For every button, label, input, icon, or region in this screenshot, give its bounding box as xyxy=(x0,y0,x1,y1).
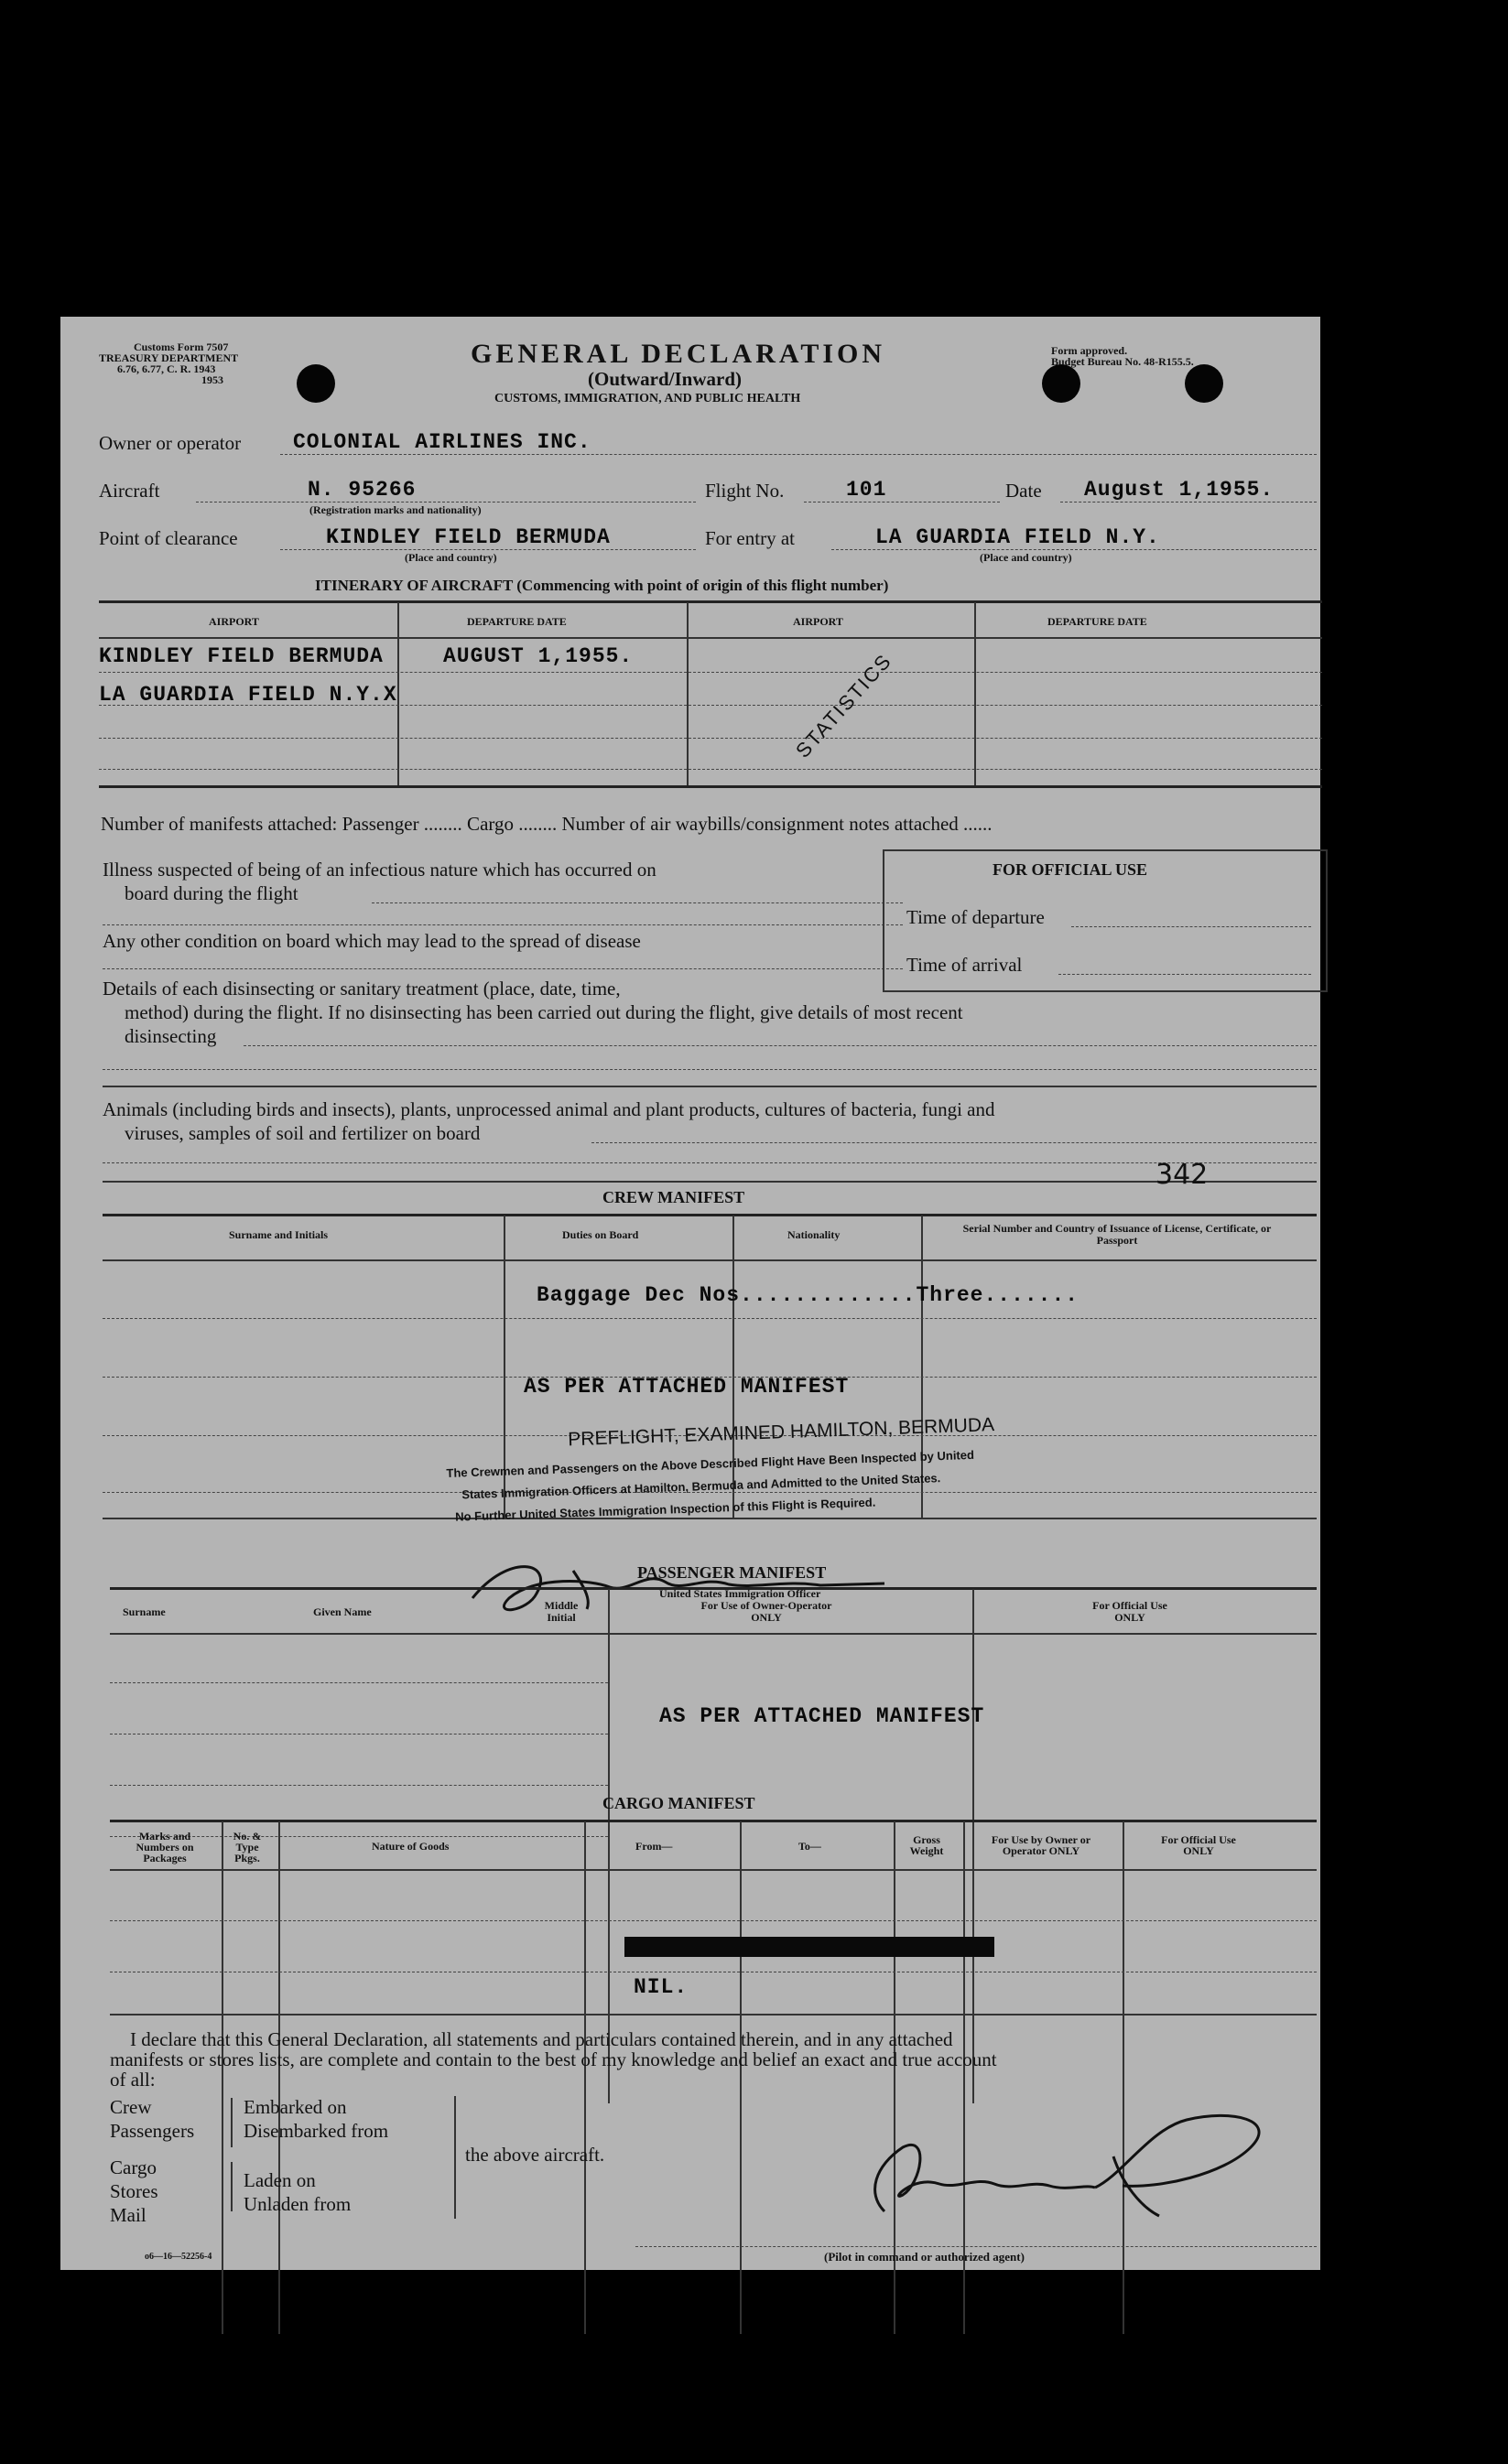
officer-signature xyxy=(454,1543,930,1626)
itinerary-airport: KINDLEY FIELD BERMUDA xyxy=(99,644,384,668)
punch-hole xyxy=(1042,364,1080,403)
date-label: Date xyxy=(1005,480,1042,502)
declaration-text: I declare that this General Declaration, all statements and particulars contained therein, and in any attached xyxy=(130,2028,953,2050)
form-number: Customs Form 7507 xyxy=(134,340,229,353)
declaration-text-3: of all: xyxy=(110,2069,156,2091)
passenger-header: Given Name xyxy=(313,1605,372,1618)
crew-title: CREW MANIFEST xyxy=(602,1188,745,1206)
passenger-header: Middle Initial xyxy=(544,1599,579,1624)
aircraft-value: N. 95266 xyxy=(308,478,417,502)
disembarked-word: Disembarked from xyxy=(244,2120,389,2142)
baggage-note: Baggage Dec Nos.............Three....... xyxy=(537,1283,1079,1307)
immigration-stamp xyxy=(445,1410,1104,1524)
flight-no-value: 101 xyxy=(846,478,887,502)
cargo-header: No. & Type Pkgs. xyxy=(233,1830,262,1864)
disinsect-label-2: method) during the flight. If no disinsecting has been carried out during the flight, give details of most recent xyxy=(125,1001,963,1023)
form-title: GENERAL DECLARATION xyxy=(471,339,886,369)
official-use-title: FOR OFFICIAL USE xyxy=(993,860,1148,879)
entry-value: LA GUARDIA FIELD N.Y. xyxy=(875,525,1160,549)
form-subtitle: (Outward/Inward) xyxy=(588,368,743,390)
budget-bureau: Budget Bureau No. 48-R155.5. xyxy=(1051,355,1194,368)
animals-label-2: viruses, samples of soil and fertilizer on board xyxy=(125,1122,481,1144)
passenger-header: For Use of Owner-Operator ONLY xyxy=(700,1599,832,1624)
statistics-stamp: STATISTICS xyxy=(791,649,896,762)
owner-value: COLONIAL AIRLINES INC. xyxy=(293,430,591,454)
itinerary-header: DEPARTURE DATE xyxy=(1047,615,1147,628)
handwritten-number: 342 xyxy=(1155,1159,1209,1191)
aircraft-label: Aircraft xyxy=(99,480,160,502)
aircraft-caption: (Registration marks and nationality) xyxy=(309,503,482,516)
declaration-text-2: manifests or stores lists, are complete and contain to the best of my knowledge and belief an exact and true account xyxy=(110,2048,997,2070)
crew-header: Duties on Board xyxy=(562,1228,639,1241)
cargo-header: Marks and Numbers on Packages xyxy=(136,1830,194,1864)
itinerary-airport: LA GUARDIA FIELD N.Y.X xyxy=(99,683,397,707)
itinerary-header: DEPARTURE DATE xyxy=(467,615,567,628)
embarked-word: Embarked on xyxy=(244,2096,347,2118)
above-aircraft: the above aircraft. xyxy=(465,2144,605,2166)
form-approved: Form approved. xyxy=(1051,344,1128,357)
passenger-title: PASSENGER MANIFEST xyxy=(637,1563,827,1582)
signature-caption: (Pilot in command or authorized agent) xyxy=(824,2250,1025,2264)
disinsect-label: Details of each disinsecting or sanitary treatment (place, date, time, xyxy=(103,978,621,1000)
form-agencies: CUSTOMS, IMMIGRATION, AND PUBLIC HEALTH xyxy=(494,392,801,405)
itinerary-title: ITINERARY OF AIRCRAFT (Commencing with point of origin of this flight number) xyxy=(315,577,889,594)
punch-hole xyxy=(297,364,335,403)
officer-caption: United States Immigration Officer xyxy=(659,1587,821,1600)
passenger-header: Surname xyxy=(123,1605,166,1618)
date-value: August 1,1955. xyxy=(1084,478,1275,502)
cargo-header: To— xyxy=(798,1840,821,1853)
passengers-word: Passengers xyxy=(110,2120,195,2142)
revision-year: 1953 xyxy=(201,373,223,386)
itinerary-header: AIRPORT xyxy=(209,615,259,628)
clearance-value: KINDLEY FIELD BERMUDA xyxy=(326,525,611,549)
cargo-value: NIL. xyxy=(634,1975,689,1999)
crew-header: Serial Number and Country of Issuance of License, Certificate, or Passport xyxy=(962,1222,1272,1247)
declaration-form xyxy=(60,317,1320,2270)
manifests-attached: Number of manifests attached: Passenger ........ Cargo ........ Number of air waybills/consignment notes attached ...... xyxy=(101,813,993,835)
entry-caption: (Place and country) xyxy=(980,551,1072,564)
departure-time-label: Time of departure xyxy=(906,906,1045,928)
owner-label: Owner or operator xyxy=(99,432,242,454)
unladen-word: Unladen from xyxy=(244,2193,352,2215)
cargo-title: CARGO MANIFEST xyxy=(602,1794,755,1812)
animals-label: Animals (including birds and insects), plants, unprocessed animal and plant products, cultures of bacteria, fungi and xyxy=(103,1098,995,1120)
print-code: o6—16—52256-4 xyxy=(145,2252,212,2262)
punch-hole xyxy=(1185,364,1223,403)
crew-attached-note: AS PER ATTACHED MANIFEST xyxy=(524,1375,850,1399)
pilot-signature xyxy=(848,2092,1278,2221)
mail-word: Mail xyxy=(110,2204,146,2226)
clearance-label: Point of clearance xyxy=(99,527,238,549)
cargo-header: For Use by Owner or Operator ONLY xyxy=(991,1833,1091,1857)
itinerary-header: AIRPORT xyxy=(793,615,843,628)
cargo-word: Cargo xyxy=(110,2156,157,2178)
laden-word: Laden on xyxy=(244,2169,316,2191)
stamp-line-3: States Immigration Officers at Hamilton, Bermuda and Admitted to the United States. xyxy=(461,1471,941,1502)
cargo-header: From— xyxy=(635,1840,673,1853)
illness-label: Illness suspected of being of an infectious nature which has occurred on xyxy=(103,859,656,881)
stamp-line-2: The Crewmen and Passengers on the Above Described Flight Have Been Inspected by United xyxy=(446,1447,975,1480)
stores-word: Stores xyxy=(110,2180,158,2202)
arrival-time-label: Time of arrival xyxy=(906,954,1023,976)
department: TREASURY DEPARTMENT xyxy=(99,351,239,364)
passenger-attached-note: AS PER ATTACHED MANIFEST xyxy=(659,1704,985,1728)
cargo-header: Nature of Goods xyxy=(372,1840,450,1853)
itinerary-departure: AUGUST 1,1955. xyxy=(443,644,634,668)
clearance-caption: (Place and country) xyxy=(405,551,497,564)
illness-label-2: board during the flight xyxy=(125,882,298,904)
struck-out-entry xyxy=(624,1937,994,1957)
crew-header: Surname and Initials xyxy=(229,1228,329,1241)
crew-word: Crew xyxy=(110,2096,152,2118)
passenger-header: For Official Use ONLY xyxy=(1092,1599,1167,1624)
cargo-header: Gross Weight xyxy=(909,1833,944,1857)
cargo-header: For Official Use ONLY xyxy=(1161,1833,1236,1857)
entry-label: For entry at xyxy=(705,527,795,549)
stamp-line-1: PREFLIGHT, EXAMINED HAMILTON, BERMUDA xyxy=(567,1414,995,1451)
flight-no-label: Flight No. xyxy=(705,480,785,502)
stamp-line-4: No Further United States Immigration Inspection of this Flight is Required. xyxy=(454,1495,876,1524)
other-condition-label: Any other condition on board which may lead to the spread of disease xyxy=(103,930,641,952)
regulation: 6.76, 6.77, C. R. 1943 xyxy=(117,362,216,375)
disinsect-label-3: disinsecting xyxy=(125,1025,217,1047)
crew-header: Nationality xyxy=(787,1228,841,1241)
